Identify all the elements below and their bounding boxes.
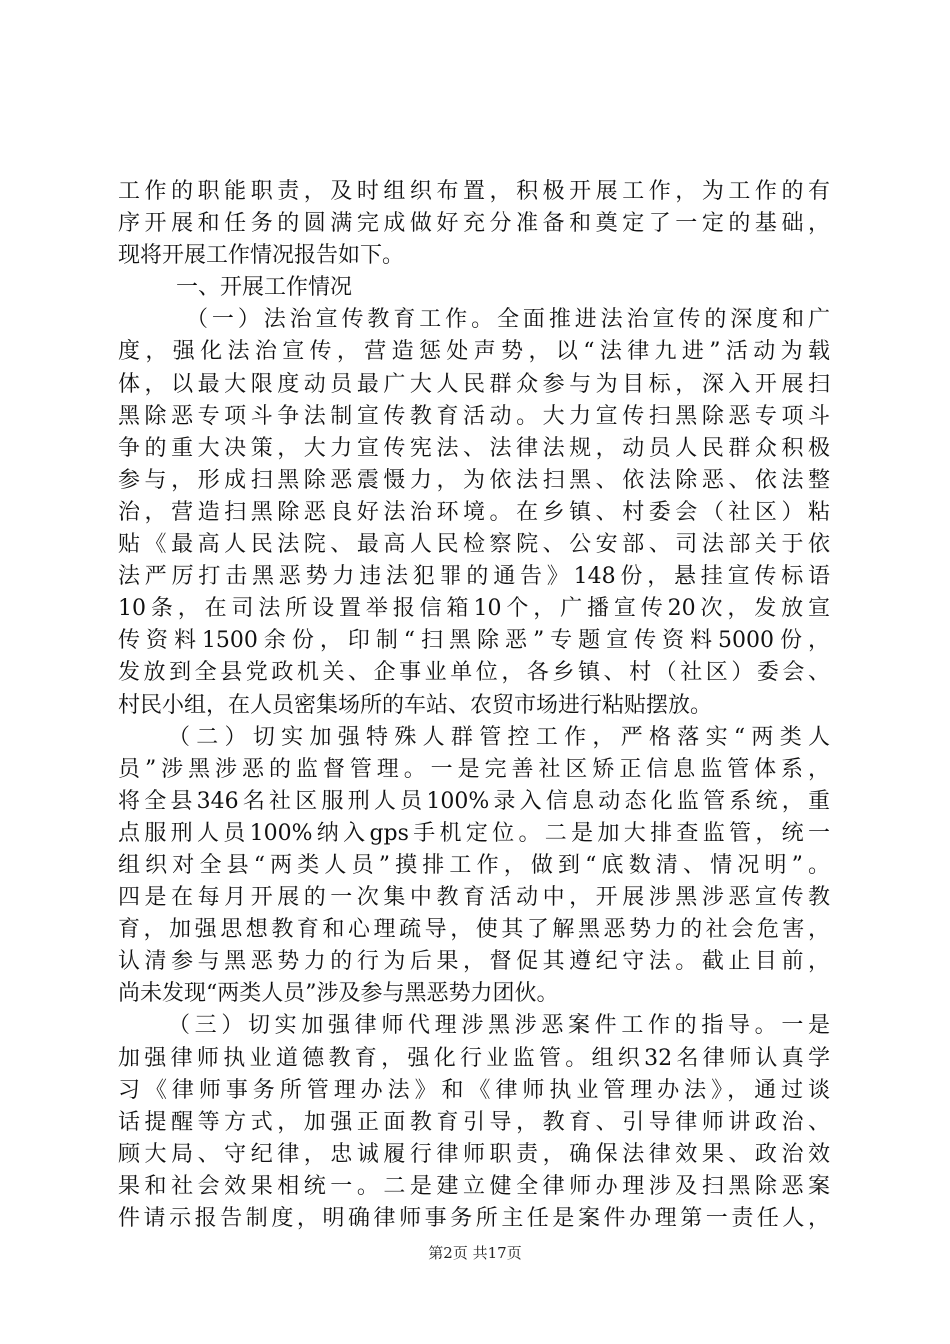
- text-line: 度，强化法治宣传，营造惩处声势，以“法律九进”活动为载: [118, 339, 830, 365]
- text-line: 贴《最高人民法院、最高人民检察院、公安部、司法部关于依: [118, 532, 830, 558]
- text-line: 传资料1500余份，印制“扫黑除恶”专题宣传资料5000份，: [118, 628, 830, 654]
- text-line: 将全县346名社区服刑人员100%录入信息动态化监管系统，重: [118, 788, 830, 814]
- paragraph-first-line: （一）法治宣传教育工作。全面推进法治宣传的深度和广: [186, 307, 830, 333]
- text-line: 现将开展工作情况报告如下。: [118, 243, 405, 269]
- text-line: 序开展和任务的圆满完成做好充分准备和奠定了一定的基础，: [118, 211, 830, 237]
- text-line: 认清参与黑恶势力的行为后果，督促其遵纪守法。截止目前，: [118, 949, 830, 975]
- text-line: 工作的职能职责，及时组织布置，积极开展工作，为工作的有: [118, 179, 830, 204]
- document-body: [118, 176, 830, 1235]
- text-line: 育，加强思想教育和心理疏导，使其了解黑恶势力的社会危害，: [118, 917, 830, 943]
- paragraph-first-line: （二）切实加强特殊人群管控工作，严格落实“两类人: [168, 724, 830, 750]
- text-line: 四是在每月开展的一次集中教育活动中，开展涉黑涉恶宣传教: [118, 885, 830, 911]
- text-line: 村民小组，在人员密集场所的车站、农贸市场进行粘贴摆放。: [118, 692, 713, 718]
- text-line: 尚未发现“两类人员”涉及参与黑恶势力团伙。: [118, 981, 559, 1007]
- text-line: 10条，在司法所设置举报信箱10个，广播宣传20次，发放宣: [118, 596, 830, 622]
- text-line: 话提醒等方式，加强正面教育引导，教育、引导律师讲政治、: [118, 1109, 830, 1135]
- text-line: 加强律师执业道德教育，强化行业监管。组织32名律师认真学: [118, 1045, 830, 1071]
- text-line: 治，营造扫黑除恶良好法治环境。在乡镇、村委会（社区）粘: [118, 499, 830, 525]
- text-line: 体，以最大限度动员最广大人民群众参与为目标，深入开展扫: [118, 371, 830, 397]
- paragraph-first-line: （三）切实加强律师代理涉黑涉恶案件工作的指导。一是: [168, 1013, 830, 1039]
- page-number-footer: 第2页 共17页: [428, 1244, 522, 1262]
- text-line: 员”涉黑涉恶的监督管理。一是完善社区矫正信息监管体系，: [118, 756, 830, 782]
- text-line: 法严厉打击黑恶势力违法犯罪的通告》148份，悬挂宣传标语: [118, 564, 830, 590]
- text-line: 参与，形成扫黑除恶震慑力，为依法扫黑、依法除恶、依法整: [118, 467, 830, 493]
- text-line: 件请示报告制度，明确律师事务所主任是案件办理第一责任人，: [118, 1206, 830, 1231]
- text-line: 果和社会效果相统一。二是建立健全律师办理涉及扫黑除恶案: [118, 1173, 830, 1199]
- text-line: 发放到全县党政机关、企事业单位，各乡镇、村（社区）委会、: [118, 660, 830, 686]
- text-line: 争的重大决策，大力宣传宪法、法律法规，动员人民群众积极: [118, 435, 830, 461]
- text-line: 点服刑人员100%纳入gps手机定位。二是加大排查监管，统一: [118, 820, 830, 846]
- text-line: 习《律师事务所管理办法》和《律师执业管理办法》，通过谈: [118, 1077, 830, 1103]
- text-line: 组织对全县“两类人员”摸排工作，做到“底数清、情况明”。: [118, 852, 830, 878]
- text-line: 黑除恶专项斗争法制宣传教育活动。大力宣传扫黑除恶专项斗: [118, 403, 830, 429]
- text-line: 顾大局、守纪律，忠诚履行律师职责，确保法律效果、政治效: [118, 1141, 830, 1167]
- section-heading: 一、开展工作情况: [176, 275, 353, 301]
